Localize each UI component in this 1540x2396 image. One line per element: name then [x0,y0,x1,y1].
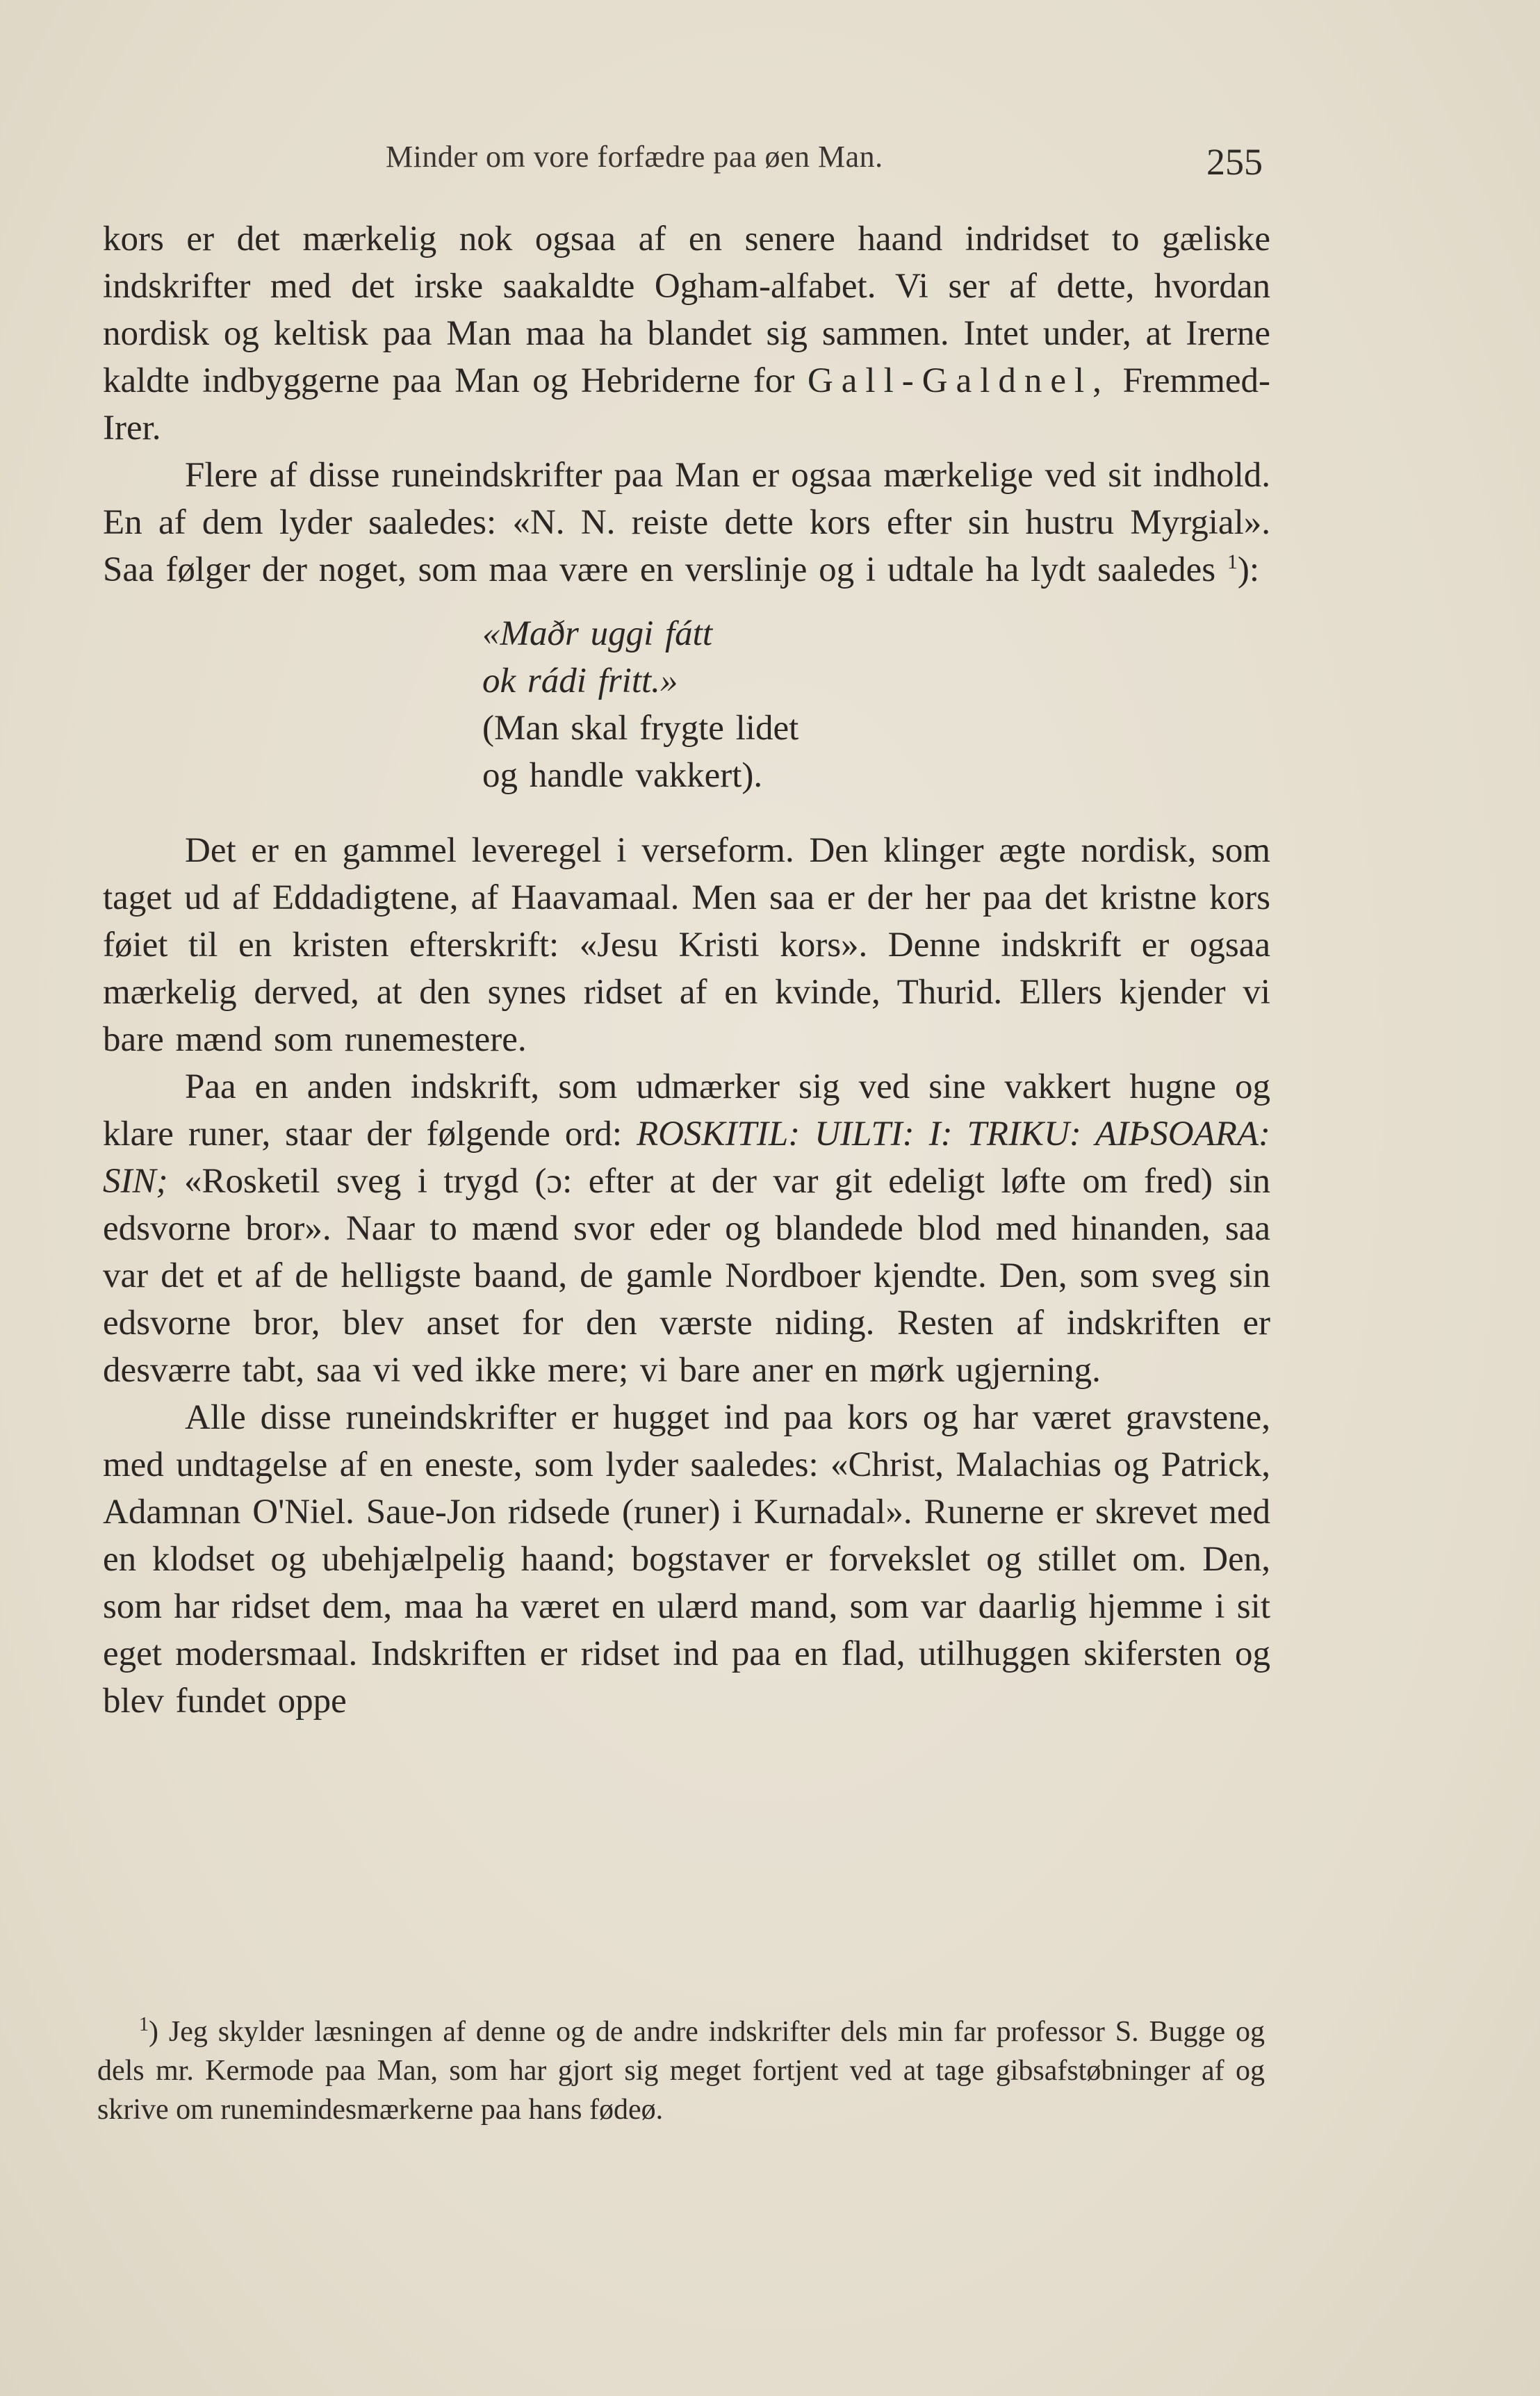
paragraph-2-end: ): [1237,550,1259,589]
footnote-text: ) Jeg skylder læsningen af denne og de andre indskrifter dels min far professor S. Bugge og dels mr. Kermode paa Man, som har gjort sig meget fortjent ved at tage gibsafstøbninger af og skrive om runemindesmærkerne paa hans fødeø. [97,2016,1265,2126]
page-number: 255 [1206,141,1263,183]
footnote [97,2012,1265,2129]
paragraph-4-rest: «Rosketil sveg i trygd (ɔ: efter at der var git edeligt løfte om fred) sin edsvorne bror». Naar to mænd svor eder og blandede blod med hinanden, saa var det et af de helligste baand, de gamle Nordboer kjendte. Den, som sveg sin edsvorne bror, blev anset for den værste niding. Resten af indskriften er desværre tabt, saa vi ved ikke mere; vi bare aner en mørk ugjerning. [103,1162,1270,1390]
rune-transliteration: ROSKITIL: UILTI: I: TRIKU: AIÞSOARA: SIN; [103,1115,1270,1201]
paragraph-2-text: Flere af disse runeindskrifter paa Man er ogsaa mærkelige ved sit indhold. En af dem lyder saaledes: «N. N. reiste dette kors efter sin hustru Myrgial». Saa følger der noget, som maa være en verslinje og i udtale ha lydt saaledes [103,456,1270,589]
letterspaced-name: Gall-Galdnel, [807,361,1110,400]
body-text [103,215,1270,1725]
verse-translation-line-1: (Man skal frygte lidet [482,709,799,748]
footnote-text-block [97,2012,1265,2129]
footnote-marker: 1 [139,2014,149,2035]
verse-quote [482,610,1270,799]
paragraph-1-end: Fremmed-Irer. [103,361,1271,448]
paragraph-3: Det er en gammel leveregel i verseform. Den klinger ægte nordisk, som taget ud af Eddadigtene, af Haavamaal. Men saa er der her paa det kristne kors føiet til en kristen efterskrift: «Jesu Kristi kors». Denne indskrift er ogsaa mærkelig derved, at den synes ridset af en kvinde, Thurid. Ellers kjender vi bare mænd som runemestere. [103,831,1270,1059]
running-title: Minder om vore forfædre paa øen Man. [386,140,883,174]
paragraph-1 [103,215,1270,452]
running-head [0,133,1540,189]
paragraph-2 [103,452,1270,593]
paragraph-5: Alle disse runeindskrifter er hugget ind paa kors og har været gravstene, med undtagelse af en eneste, som lyder saaledes: «Christ, Malachias og Patrick, Adamnan O'Niel. Saue-Jon ridsede (runer) i Kurnadal». Runerne er skrevet med en klodset og ubehjælpelig haand; bogstaver er forvekslet og stillet om. Den, som har ridset dem, maa ha været en ulærd mand, som var daarlig hjemme i sit eget modersmaal. Indskriften er ridset ind paa en flad, utilhuggen skifersten og blev fundet oppe [103,1398,1270,1721]
verse-line-2: ok rádi fritt.» [482,662,678,700]
paragraph-4 [103,1063,1270,1394]
verse-line-1: «Maðr uggi fátt [482,614,713,653]
paragraph-4-text: Paa en anden indskrift, som udmærker sig ved sine vakkert hugne og klare runer, staar der følgende ord: [103,1067,1270,1154]
paragraph-1-text: kors er det mærkelig nok ogsaa af en senere haand indridset to gæliske indskrifter med det irske saakaldte Ogham-alfabet. Vi ser af dette, hvordan nordisk og keltisk paa Man maa ha blandet sig sammen. Intet under, at Irerne kaldte indbyggerne paa Man og Hebriderne for [103,220,1270,400]
verse-translation-line-2: og handle vakkert). [482,756,763,795]
footnote-reference: 1 [1227,550,1238,573]
